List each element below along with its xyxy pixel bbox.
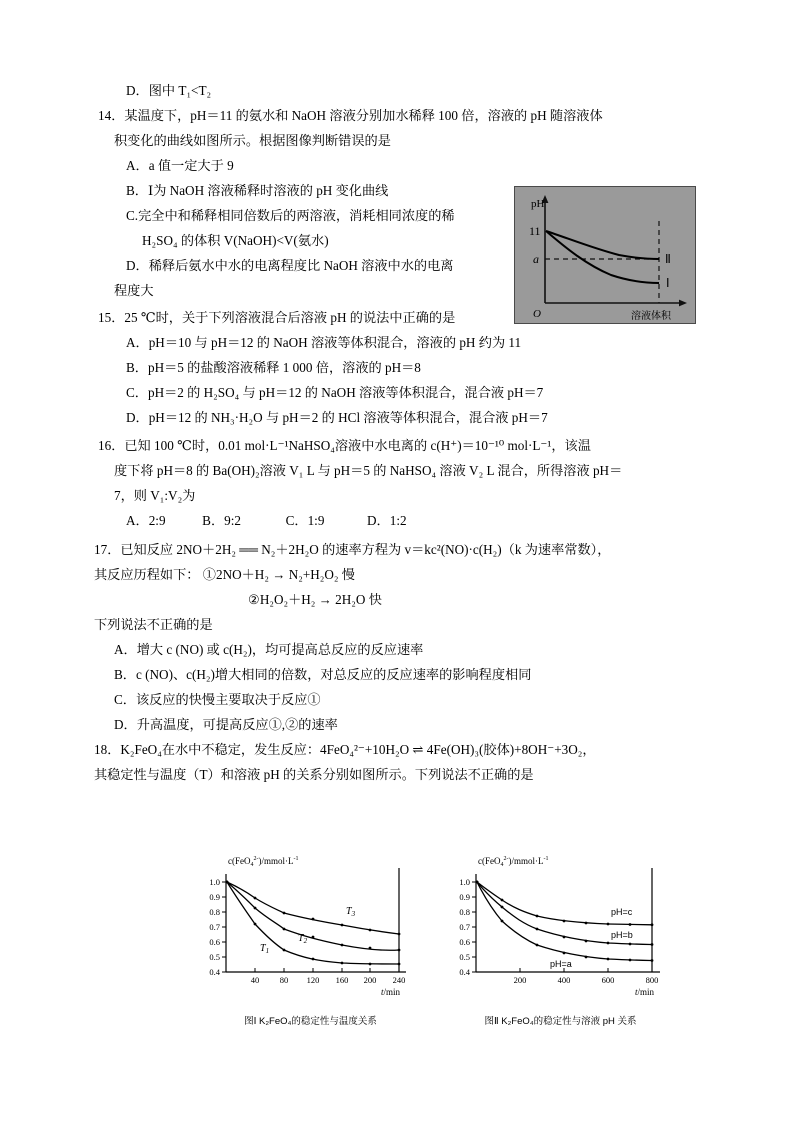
svg-text:120: 120 bbox=[306, 975, 320, 985]
svg-text:0.8: 0.8 bbox=[209, 907, 220, 917]
chart1-xlabel: t/min bbox=[380, 987, 400, 997]
ph-tick-11: 11 bbox=[529, 224, 541, 238]
q14-option-d: D．稀释后氨水中水的电离程度比 NaOH 溶液中水的电离 bbox=[126, 258, 454, 273]
q14-option-c: C.完全中和稀释相同倍数后的两溶液，消耗相同浓度的稀 bbox=[126, 208, 455, 223]
q16-option-d: D．1:2 bbox=[367, 513, 407, 528]
q15-option-d: D．pH＝12 的 NH₃·H₂O 与 pH＝2 的 HCl 溶液等体积混合，混合液 pH＝7 bbox=[126, 410, 548, 425]
svg-text:1.0: 1.0 bbox=[209, 877, 220, 887]
svg-text:0.4: 0.4 bbox=[209, 967, 220, 977]
ph-xaxis-title: 溶液体积 bbox=[631, 311, 671, 322]
svg-text:0.4: 0.4 bbox=[459, 967, 470, 977]
q15-option-c: C．pH＝2 的 H₂SO₄ 与 pH＝12 的 NaOH 溶液等体积混合，混合液 pH＝7 bbox=[126, 385, 544, 400]
q14-option-a: A．a 值一定大于 9 bbox=[126, 158, 234, 173]
chart2-caption: 图Ⅱ K₂FeO₄的稳定性与溶液 pH 关系 bbox=[484, 1016, 637, 1027]
chart2-series-label-pHb: pH=b bbox=[611, 930, 633, 940]
ph-dilution-chart bbox=[514, 186, 696, 324]
q16-option-c: C．1:9 bbox=[285, 513, 325, 528]
q17-option-d: D．升高温度，可提高反应①,②的速率 bbox=[114, 717, 338, 732]
ph-curve-label-I: Ⅰ bbox=[666, 276, 670, 290]
svg-text:0.5: 0.5 bbox=[209, 952, 220, 962]
chart1-caption: 图Ⅰ K₂FeO₄的稳定性与温度关系 bbox=[244, 1016, 377, 1027]
svg-text:400: 400 bbox=[557, 975, 571, 985]
svg-text:0.9: 0.9 bbox=[209, 892, 220, 902]
svg-text:600: 600 bbox=[601, 975, 615, 985]
svg-text:800: 800 bbox=[645, 975, 659, 985]
q16-option-a: A．2:9 bbox=[126, 513, 166, 528]
q17-option-c: C．该反应的快慢主要取决于反应① bbox=[114, 692, 321, 707]
q17-stem-line2: 其反应历程如下： ①2NO＋H₂ → N₂+H₂O₂ 慢 bbox=[94, 567, 355, 582]
chart2-svg bbox=[428, 852, 693, 1002]
q15-option-b: B．pH＝5 的盐酸溶液稀释 1 000 倍，溶液的 pH＝8 bbox=[126, 360, 421, 375]
q17-stem-line1: 17．已知反应 2NO＋2H₂ ══ N₂＋2H₂O 的速率方程为 v＝kc²(NO)·c(H₂)（k 为速率常数）， bbox=[94, 542, 611, 557]
svg-text:0.8: 0.8 bbox=[459, 907, 470, 917]
chart1-ylabel: $c(FeO_4^{2-})/mmol\cdot L^{-1}$ bbox=[228, 856, 299, 868]
svg-text:0.6: 0.6 bbox=[459, 937, 470, 947]
svg-text:40: 40 bbox=[250, 975, 260, 985]
svg-text:0.7: 0.7 bbox=[459, 922, 470, 932]
ph-curve-label-II: Ⅱ bbox=[665, 252, 671, 266]
q17-stem-line4: 下列说法不正确的是 bbox=[94, 617, 213, 632]
q14-option-d-cont: 程度大 bbox=[114, 283, 154, 298]
q17-stem-line3: ②H₂O₂＋H₂ → 2H₂O 快 bbox=[248, 592, 382, 607]
stability-vs-ph-chart bbox=[428, 852, 693, 1027]
stability-vs-temperature-chart bbox=[178, 852, 443, 1027]
svg-text:200: 200 bbox=[513, 975, 527, 985]
q18-stem-line2: 其稳定性与温度（T）和溶液 pH 的关系分别如图所示。下列说法不正确的是 bbox=[94, 767, 534, 782]
q14-stem-line2: 积变化的曲线如图所示。根据图像判断错误的是 bbox=[114, 133, 391, 148]
chart2-series-label-pHa: pH=a bbox=[550, 959, 572, 969]
chart1-series-label-T3: $T_3$ bbox=[346, 906, 356, 918]
q16-stem-line1: 16．已知 100 ℃时，0.01 mol·L⁻¹NaHSO₄溶液中水电离的 c(H⁺)＝10⁻¹⁰ mol·L⁻¹，该温 bbox=[98, 438, 591, 453]
q17-option-b: B．c (NO)、c(H₂)增大相同的倍数，对总反应的反应速率的影响程度相同 bbox=[114, 667, 532, 682]
ph-tick-a: a bbox=[533, 252, 539, 266]
svg-text:200: 200 bbox=[363, 975, 377, 985]
svg-text:1.0: 1.0 bbox=[459, 877, 470, 887]
q14-stem-line1: 14．某温度下，pH＝11 的氨水和 NaOH 溶液分别加水稀释 100 倍，溶液的 pH 随溶液体 bbox=[98, 108, 603, 123]
ph-origin-label: O bbox=[533, 308, 541, 320]
chart2-xlabel: t/min bbox=[634, 987, 654, 997]
svg-text:0.6: 0.6 bbox=[209, 937, 220, 947]
svg-text:240: 240 bbox=[392, 975, 406, 985]
q14-option-b: B．Ⅰ为 NaOH 溶液稀释时溶液的 pH 变化曲线 bbox=[126, 183, 389, 198]
q17-option-a: A．增大 c (NO) 或 c(H₂)，均可提高总反应的反应速率 bbox=[114, 642, 424, 657]
q13-option-d: D．图中 T₁<T₂ bbox=[126, 83, 212, 98]
chart2-ylabel: $c(FeO_4^{2-})/mmol\cdot L^{-1}$ bbox=[478, 856, 549, 868]
chart2-series-label-pHc: pH=c bbox=[611, 907, 633, 917]
q18-stem-line1: 18．K₂FeO₄在水中不稳定，发生反应：4FeO₄²⁻+10H₂O ⇌ 4Fe(OH)₃(胶体)+8OH⁻+3O₂， bbox=[94, 742, 596, 757]
svg-text:0.5: 0.5 bbox=[459, 952, 470, 962]
svg-text:0.9: 0.9 bbox=[459, 892, 470, 902]
q15-option-a: A．pH＝10 与 pH＝12 的 NaOH 溶液等体积混合，溶液的 pH 约为 11 bbox=[126, 335, 522, 350]
chart1-svg bbox=[178, 852, 443, 1002]
chart1-series-label-T2: $T_2$ bbox=[298, 933, 308, 945]
q16-options-row bbox=[98, 508, 698, 533]
ph-axis-label: pH bbox=[531, 198, 545, 210]
bottom-charts-row bbox=[98, 852, 698, 1027]
svg-text:80: 80 bbox=[279, 975, 289, 985]
chart1-series-label-T1: $T_1$ bbox=[260, 943, 270, 955]
q14-option-c-cont: H₂SO₄ 的体积 V(NaOH)<V(氨水) bbox=[142, 233, 329, 248]
q16-stem-line3: 7，则 V₁:V₂为 bbox=[114, 488, 196, 503]
q16-stem-line2: 度下将 pH＝8 的 Ba(OH)₂溶液 V₁ L 与 pH＝5 的 NaHSO₄ 溶液 V₂ L 混合，所得溶液 pH＝ bbox=[114, 463, 623, 478]
ph-dilution-chart-svg bbox=[515, 187, 697, 325]
svg-text:160: 160 bbox=[335, 975, 349, 985]
q15-stem: 15．25 ℃时，关于下列溶液混合后溶液 pH 的说法中正确的是 bbox=[98, 310, 456, 325]
svg-text:0.7: 0.7 bbox=[209, 922, 220, 932]
q16-option-b: B．9:2 bbox=[202, 513, 241, 528]
question-text-column bbox=[94, 78, 698, 787]
